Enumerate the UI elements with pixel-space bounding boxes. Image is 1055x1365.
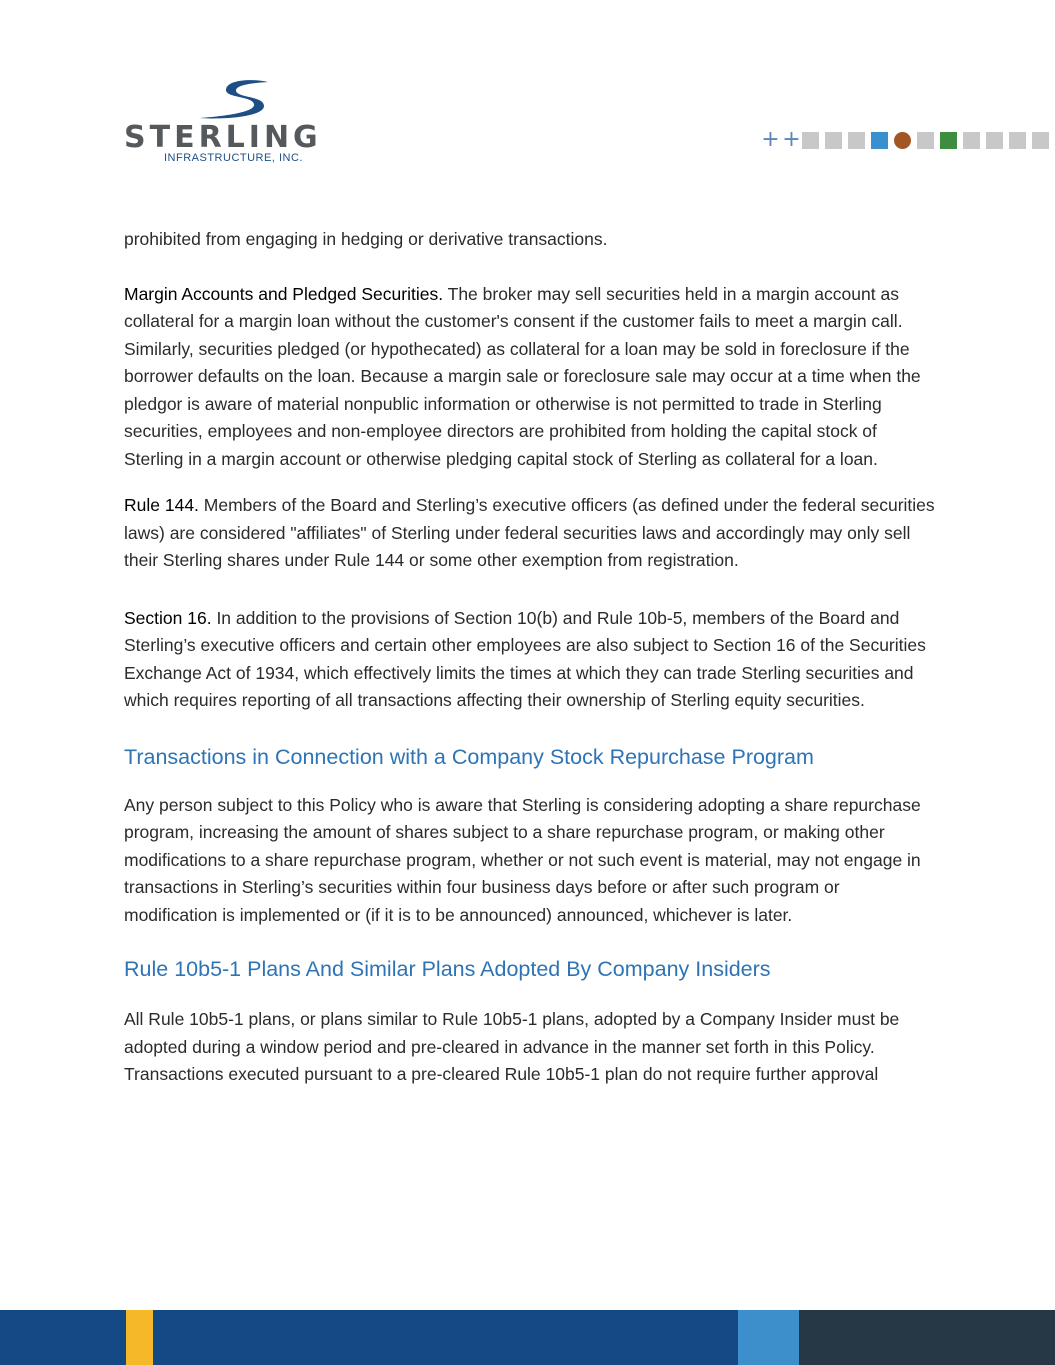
decor-square (917, 132, 934, 149)
footer-segment (126, 1310, 153, 1365)
company-logo (124, 78, 364, 170)
document-body (124, 226, 936, 1089)
decor-square (802, 132, 819, 149)
paragraph-lead: Margin Accounts and Pledged Securities. (124, 283, 444, 304)
footer-segment (0, 1310, 126, 1365)
decor-square (963, 132, 980, 149)
paragraph-lead: Section 16. (124, 607, 212, 628)
footer-bar (0, 1310, 1055, 1365)
paragraph-lead: Rule 144. (124, 495, 199, 515)
footer-segment (738, 1310, 799, 1365)
decor-square (986, 132, 1003, 149)
decor-circle (894, 132, 911, 149)
swoosh-icon (198, 78, 278, 120)
decor-square (871, 132, 888, 149)
paragraph: All Rule 10b5-1 plans, or plans similar to Rule 10b5-1 plans, adopted by a Company Insider must be adopted during a window period and pre-cleared in advance in the manner set forth in this Policy. Transactions executed pursuant to a pre-cleared Rule 10b5-1 plan do not require further approval (124, 1009, 900, 1084)
logo-wordmark: STERLING (124, 120, 322, 155)
plus-icon: + (761, 127, 780, 152)
section-heading: Transactions in Connection with a Company Stock Repurchase Program (124, 744, 814, 769)
decor-square (940, 132, 957, 149)
paragraph-text: The broker may sell securities held in a margin account as collateral for a margin loan without the customer's consent if the customer fails to meet a margin call. Similarly, securities pledged (or hypothecated) as collateral for a loan may be sold in foreclosure if the borrower defaults on the loan. Because a margin sale or foreclosure sale may occur at a time when the pledgor is aware of material nonpublic information or otherwise is not permitted to trade in Sterling securities, employees and non-employee directors are prohibited from holding the capital stock of Sterling in a margin account or otherwise pledging capital stock of Sterling as collateral for a loan. (124, 283, 921, 469)
decor-square (848, 132, 865, 149)
decor-square (1032, 132, 1049, 149)
paragraph: Any person subject to this Policy who is aware that Sterling is considering adopting a share repurchase program, increasing the amount of shares subject to a share repurchase program, or making other modifications to a share repurchase program, whether or not such event is material, may not engage in transactions in Sterling’s securities within four business days before or after such program or modification is implemented or (if it is to be announced) announced, whichever is later. (124, 794, 921, 925)
section-heading: Rule 10b5-1 Plans And Similar Plans Adopted By Company Insiders (124, 957, 771, 981)
footer-segment (153, 1310, 738, 1365)
paragraph-section-16 (124, 605, 936, 715)
logo-subtitle: INFRASTRUCTURE, INC. (164, 152, 303, 164)
paragraph-text: In addition to the provisions of Section 10(b) and Rule 10b-5, members of the Board and Sterling’s executive officers and certain other employees are also subject to Section 16 of the Securities Exchange Act of 1934, which effectively limits the times at which they can trade Sterling securities and which requires reporting of all transactions affecting their ownership of Sterling equity securities. (124, 607, 926, 710)
plus-icon: + (782, 127, 801, 152)
paragraph: prohibited from engaging in hedging or derivative transactions. (124, 229, 608, 249)
decor-square (1009, 132, 1026, 149)
header-decoration (760, 128, 1055, 152)
paragraph-rule-144 (124, 492, 936, 575)
paragraph-margin-accounts (124, 281, 936, 474)
footer-segment (799, 1310, 1055, 1365)
decor-square (825, 132, 842, 149)
paragraph-text: Members of the Board and Sterling’s executive officers (as defined under the federal securities laws) are considered "affiliates" of Sterling under federal securities laws and accordingly may only sell their Sterling shares under Rule 144 or some other exemption from registration. (124, 495, 935, 570)
